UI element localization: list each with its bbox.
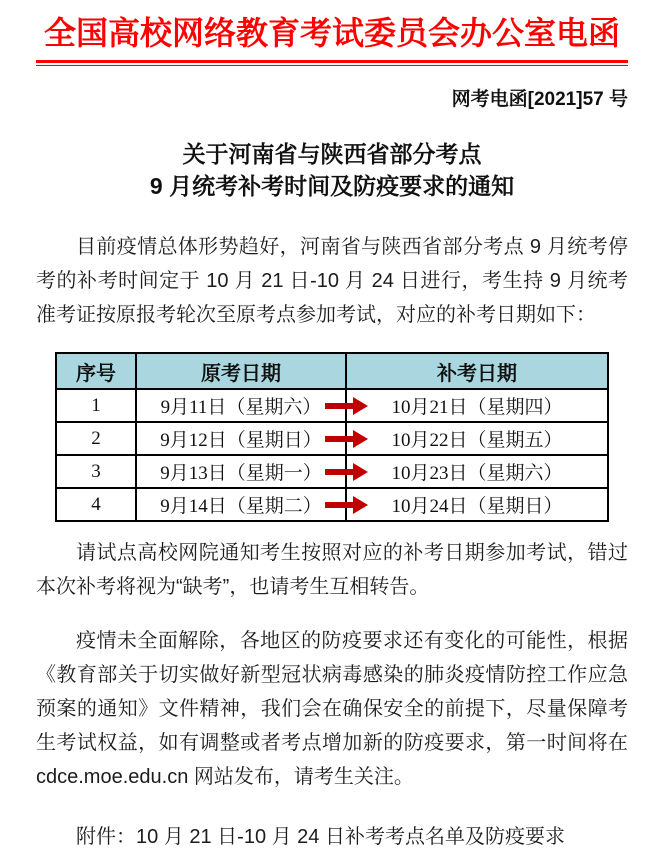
makeup-date-text: 10月22日（星期五） [391,430,563,451]
makeup-schedule-table [55,352,609,522]
table-row [56,488,608,521]
row-number-cell: 4 [56,488,136,521]
notice-title-line1: 关于河南省与陕西省部分考点 [182,141,482,167]
header-cell-makeup-date: 补考日期 [346,353,608,389]
original-date-cell: 9月14日（星期二） [136,488,346,521]
paragraph-epidemic-policy: 疫情未全面解除，各地区的防疫要求还有变化的可能性，根据《教育部关于切实做好新型冠状病毒感染的肺炎疫情防控工作应急预案的通知》文件精神，我们会在确保安全的前提下，尽量保障考生考试权益，如有调整或者考点增加新的防疫要求，第一时间将在 cdce.moe.edu.cn 网站发布，请考生关注。 [36,630,628,788]
header-cell-no: 序号 [56,353,136,389]
original-date-cell: 9月13日（星期一） [136,455,346,488]
letterhead-title: 全国高校网络教育考试委员会办公室电函 [43,15,620,51]
letterhead-divider [36,60,628,66]
makeup-date-cell [346,422,608,455]
notice-title [36,138,628,202]
right-arrow-icon [325,496,368,514]
table-header-row [56,353,608,389]
right-arrow-icon [325,430,368,448]
document-number: 网考电函[2021]57 号 [451,89,628,110]
right-arrow-icon [325,463,368,481]
makeup-date-text: 10月21日（星期四） [391,397,563,418]
attachment-line: 附件：10 月 21 日-10 月 24 日补考考点名单及防疫要求 [76,826,565,848]
paragraph-intro: 目前疫情总体形势趋好，河南省与陕西省部分考点 9 月统考停考的补考时间定于 10 月 21 日-10 月 24 日进行，考生持 9 月统考准考证按原报考轮次至原考点参加考试，对应的补考日期如下： [36,236,628,326]
table-row [56,455,608,488]
table-row [56,389,608,422]
original-date-cell: 9月11日（星期六） [136,389,346,422]
makeup-date-cell [346,455,608,488]
header-cell-original-date: 原考日期 [136,353,346,389]
table-row [56,422,608,455]
row-number-cell: 2 [56,422,136,455]
makeup-date-cell [346,488,608,521]
makeup-date-text: 10月23日（星期六） [391,463,563,484]
row-number-cell: 1 [56,389,136,422]
paragraph-instruction: 请试点高校网院通知考生按照对应的补考日期参加考试，错过本次补考将视为“缺考”，也请考生互相转告。 [36,542,628,598]
right-arrow-icon [325,397,368,415]
makeup-date-cell [346,389,608,422]
row-number-cell: 3 [56,455,136,488]
makeup-date-text: 10月24日（星期日） [391,496,563,517]
notice-title-line2: 9 月统考补考时间及防疫要求的通知 [149,173,515,199]
original-date-cell: 9月12日（星期日） [136,422,346,455]
